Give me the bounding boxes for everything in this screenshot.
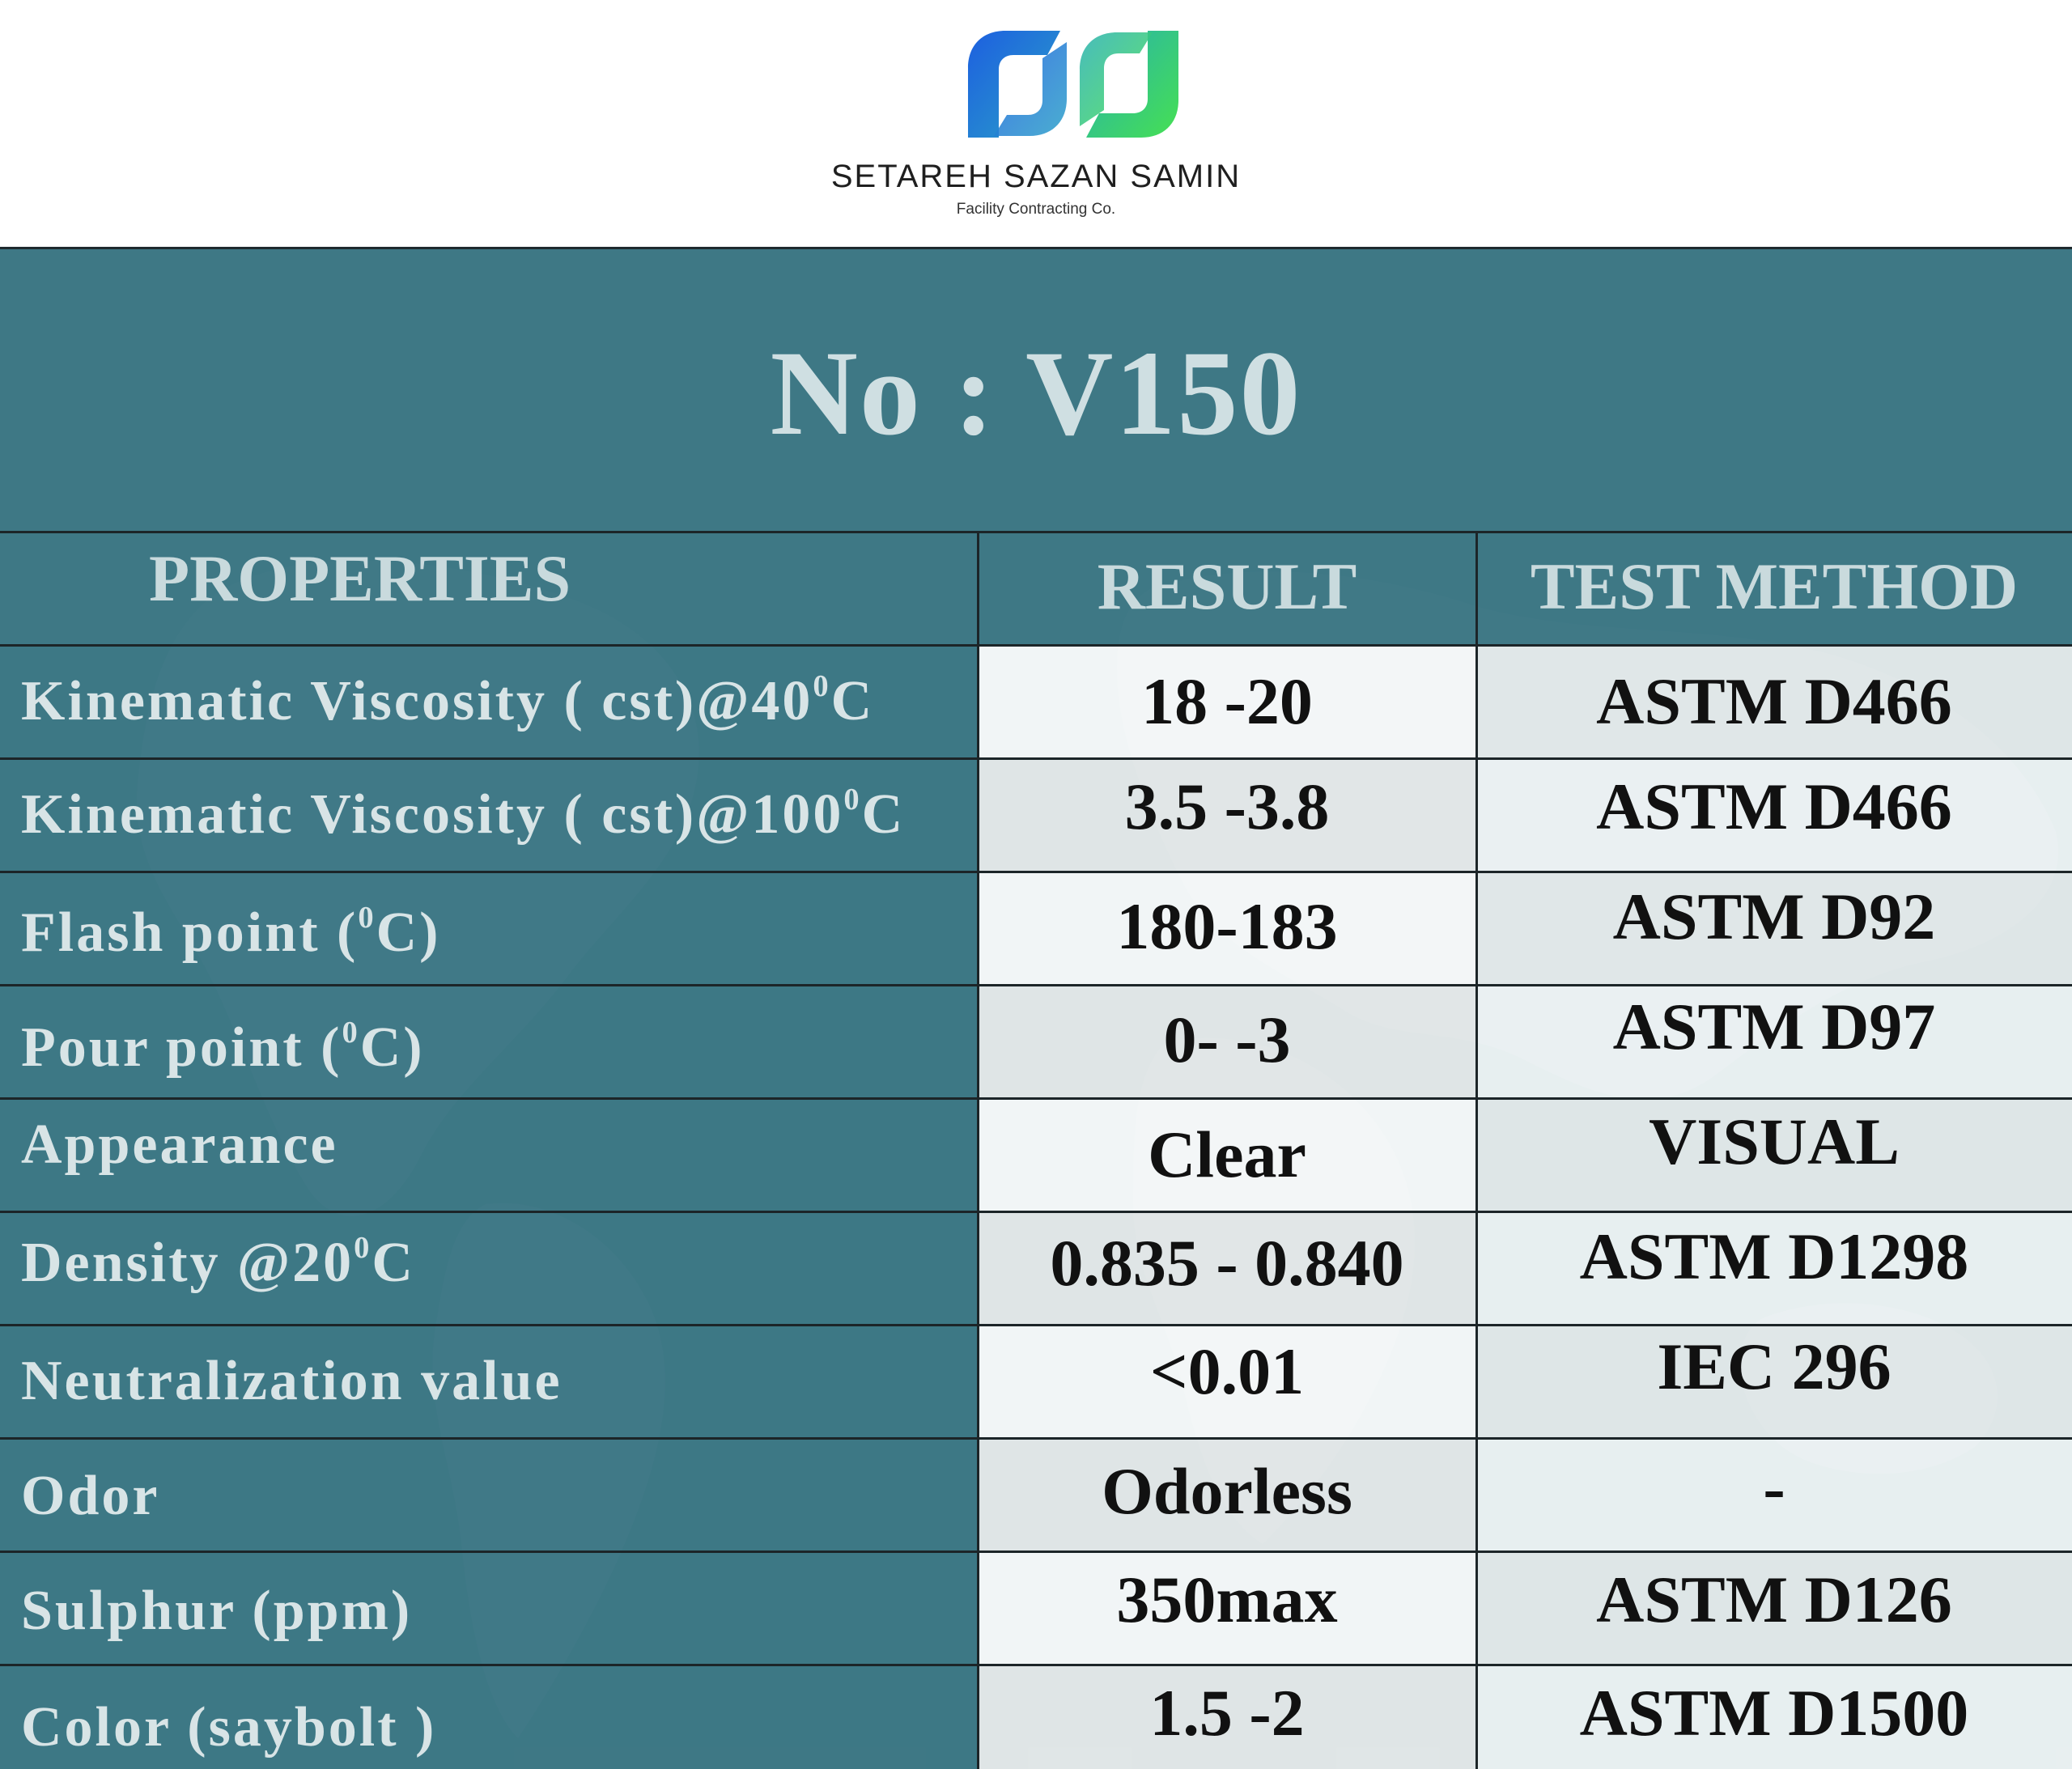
result-value: 180-183 <box>1116 889 1338 963</box>
test-method-value: ASTM D466 <box>1596 770 1952 843</box>
property-label: Appearance <box>21 1113 338 1176</box>
test-method-value: ASTM D97 <box>1612 990 1936 1063</box>
table-rule <box>0 1437 2072 1440</box>
table-rule <box>0 1211 2072 1213</box>
table-rule <box>0 1551 2072 1553</box>
table-header-row <box>0 532 2072 646</box>
property-label: Odor <box>21 1464 160 1527</box>
result-value: 1.5 -2 <box>1149 1676 1305 1750</box>
table-row <box>0 1439 2072 1552</box>
table-row <box>0 1326 2072 1439</box>
header <box>0 0 2072 248</box>
test-method-value: VISUAL <box>1649 1105 1900 1178</box>
test-method-value: ASTM D1298 <box>1579 1220 1969 1293</box>
table-rule <box>0 984 2072 986</box>
header-properties: PROPERTIES <box>149 541 571 615</box>
header-cell-result <box>978 532 1476 646</box>
company-subtitle: Facility Contracting Co. <box>956 201 1116 218</box>
table-rule <box>0 757 2072 760</box>
header-cell-properties <box>0 532 978 646</box>
property-label: Density $@20^0C$ <box>21 1231 415 1294</box>
result-value: 3.5 -3.8 <box>1124 770 1330 843</box>
result-value: Clear <box>1148 1118 1306 1191</box>
test-method-value: ASTM D466 <box>1596 664 1952 738</box>
test-method-value: IEC 296 <box>1657 1330 1892 1403</box>
table-row <box>0 1552 2072 1665</box>
property-label: Kinematic Viscosity ( $cst)@40^0C$ <box>21 669 875 732</box>
header-test-method: TEST METHOD <box>1530 549 2019 623</box>
table-rule <box>0 1664 2072 1666</box>
table-column-rule <box>1475 532 1478 1769</box>
test-method-value: - <box>1763 1451 1785 1525</box>
result-value: <0.01 <box>1149 1334 1305 1408</box>
table-row <box>0 1212 2072 1326</box>
table-row <box>0 986 2072 1099</box>
table-row <box>0 646 2072 759</box>
table-column-rule <box>977 532 979 1769</box>
table-rule <box>0 871 2072 873</box>
result-value: 0- -3 <box>1163 1003 1291 1076</box>
table-rule <box>0 531 2072 533</box>
result-value: 18 -20 <box>1141 664 1313 738</box>
company-name: SETAREH SAZAN SAMIN <box>830 159 1242 194</box>
property-label: Color (saybolt ) <box>21 1695 437 1758</box>
test-method-value: ASTM D92 <box>1612 880 1936 953</box>
test-method-value: ASTM D1500 <box>1579 1676 1969 1750</box>
property-label: Flash point ($^0$C) <box>21 901 441 964</box>
table-row <box>0 872 2072 986</box>
result-value: 0.835 - 0.840 <box>1050 1226 1404 1300</box>
property-label: Kinematic Viscosity ( $cst)@100^0C$ <box>21 783 906 846</box>
document-title: No : V150 <box>770 326 1302 460</box>
header-result: RESULT <box>1097 549 1357 623</box>
header-cell-test-method <box>1476 532 2072 646</box>
company-logo <box>963 26 1183 142</box>
property-label: Pour point ($^0$C) <box>21 1016 425 1079</box>
result-value: Odorless <box>1102 1454 1352 1528</box>
table-row <box>0 1665 2072 1769</box>
spec-sheet <box>0 249 2072 1769</box>
property-label: Sulphur (ppm) <box>21 1579 413 1642</box>
table-rule <box>0 1324 2072 1326</box>
property-label: Neutralization value <box>21 1349 563 1412</box>
test-method-value: ASTM D126 <box>1596 1563 1952 1636</box>
result-value: 350max <box>1116 1563 1338 1636</box>
table-row <box>0 1099 2072 1212</box>
table-rule <box>0 644 2072 647</box>
table-rule <box>0 1097 2072 1100</box>
table-row <box>0 759 2072 872</box>
